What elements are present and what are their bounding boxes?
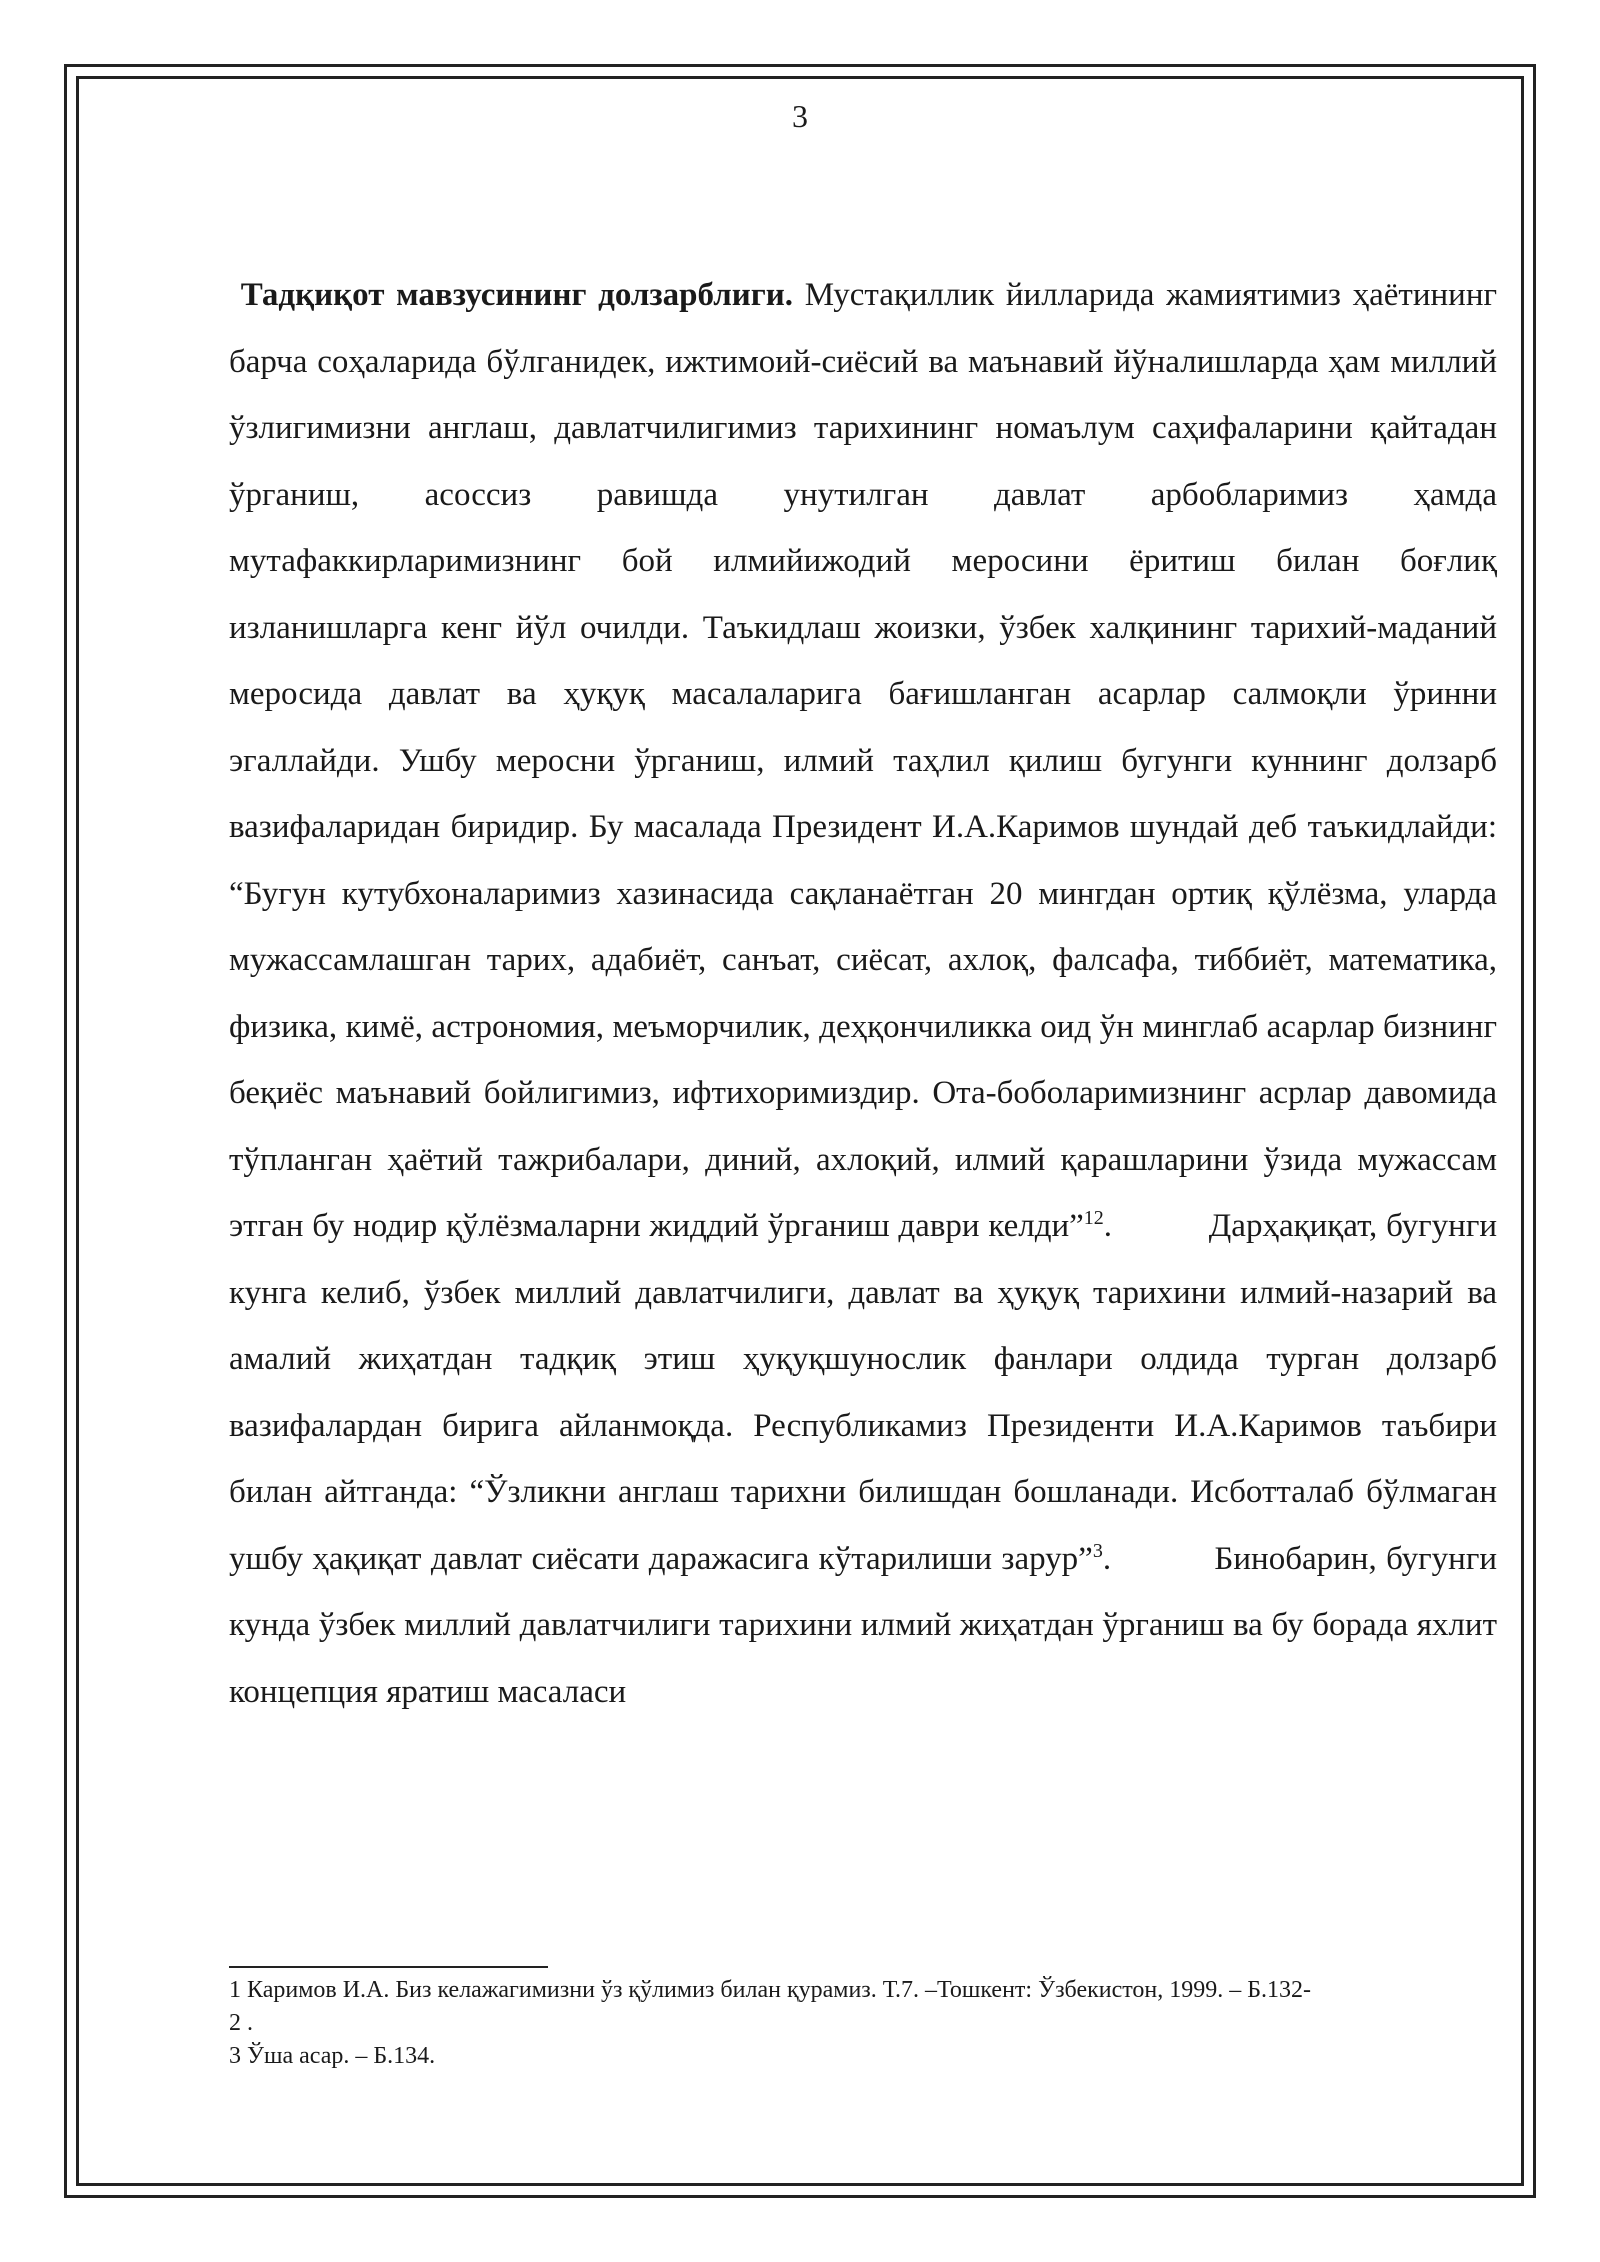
body-text-part-1: Мустақиллик йилларида жамиятимиз ҳаётининг барча соҳаларида бўлганидек, ижтимоий-сиёсий ва маънавий йўналишларда ҳам миллий ўзлигимизни англаш, давлатчилигимиз тарихининг номаълум саҳифаларини қайтадан ўрганиш, асоссиз равишда унутилган давлат арбобларимиз ҳамда мутафаккирларимизнинг бой илмийижодий меросини ёритиш билан боғлиқ изланишларга кенг йўл очилди. Таъкидлаш жоизки, ўзбек халқининг тарихий-маданий меросида давлат ва ҳуқуқ масалаларига бағишланган асарлар салмоқли ўринни эгаллайди. Ушбу меросни ўрганиш, илмий таҳлил қилиш бугунги куннинг долзарб вазифаларидан биридир. Бу масалада Президент И.А.Каримов шундай деб таъкидлайди: “Бугун кутубхоналаримиз хазинасида сақланаётган 20 мингдан ортиқ қўлёзма, уларда мужассамлашган тарих, адабиёт, санъат, сиёсат, ахлоқ, фалсафа, тиббиёт, математика, физика, кимё, астрономия, меъморчилик, деҳқончиликка оид ўн минглаб асарлар бизнинг беқиёс маънавий бойлигимиз, ифтихоримиздир. Ота-боболаримизнинг асрлар давомида тўпланган ҳаётий тажрибалари, диний, ахлоқий, илмий қарашларини ўзида мужассам этган бу нодир қўлёзмаларни жиддий ўрганиш даври келди”	[229, 277, 1498, 1244]
body-paragraph: Тадқиқот мавзусининг долзарблиги. Мустақиллик йилларида жамиятимиз ҳаётининг барча соҳаларида бўлганидек, ижтимоий-сиёсий ва маънавий йўналишларда ҳам миллий ўзлигимизни англаш, давлатчилигимиз тарихининг номаълум саҳифаларини қайтадан ўрганиш, асоссиз равишда унутилган давлат арбобларимиз ҳамда мутафаккирларимизнинг бой илмийижодий меросини ёритиш билан боғлиқ изланишларга кенг йўл очилди. Таъкидлаш жоизки, ўзбек халқининг тарихий-маданий меросида давлат ва ҳуқуқ масалаларига бағишланган асарлар салмоқли ўринни эгаллайди. Ушбу меросни ўрганиш, илмий таҳлил қилиш бугунги куннинг долзарб вазифаларидан биридир. Бу масалада Президент И.А.Каримов шундай деб таъкидлайди: “Бугун кутубхоналаримиз хазинасида сақланаётган 20 мингдан ортиқ қўлёзма, уларда мужассамлашган тарих, адабиёт, санъат, сиёсат, ахлоқ, фалсафа, тиббиёт, математика, физика, кимё, астрономия, меъморчилик, деҳқончиликка оид ўн минглаб асарлар бизнинг беқиёс маънавий бойлигимиз, ифтихоримиздир. Ота-боболаримизнинг асрлар давомида тўпланган ҳаётий тажрибалари, диний, ахлоқий, илмий қарашларини ўзида мужассам этган бу нодир қўлёзмаларни жиддий ўрганиш даври келди”$^{12}$. Дарҳақиқат, бугунги кунга келиб, ўзбек миллий давлатчилиги, давлат ва ҳуқуқ тарихини илмий-назарий ва амалий жиҳатдан тадқиқ этиш ҳуқуқшунослик фанлари олдида турган долзарб вазифалардан бирига айланмоқда. Республикамиз Президенти И.А.Каримов таъбири билан айтганда: “Ўзликни англаш тарихни билишдан бошланади. Исботталаб бўлмаган ушбу ҳақиқат давлат сиёсати даражасига кўтарилиши зарур”$^3$. Бинобарин, бугунги кунда ўзбек миллий давлатчилиги тарихини илмий жиҳатдан ўрганиш ва бу борада яхлит концепция яратиш масаласи	[229, 277, 1498, 1710]
footnote-ref-1: 12	[1083, 1207, 1104, 1229]
body-text-part-2: Дарҳақиқат, бугунги кунга келиб, ўзбек миллий давлатчилиги, давлат ва ҳуқуқ тарихини илмий-назарий ва амалий жиҳатдан тадқиқ этиш ҳуқуқшунослик фанлари олдида турган долзарб вазифалардан бирига айланмоқда. Республикамиз Президенти И.А.Каримов таъбири билан айтганда: “Ўзликни англаш тарихни билишдан бошланади. Исботталаб бўлмаган ушбу ҳақиқат давлат сиёсати даражасига кўтарилиши зарур”	[229, 1208, 1498, 1577]
footnote-2: 2 .	[229, 2010, 253, 2036]
footnote-separator	[229, 1966, 548, 1968]
body-text-part-3: Бинобарин, бугунги кунда ўзбек миллий давлатчилиги тарихини илмий жиҳатдан ўрганиш ва бу борада яхлит концепция яратиш масаласи	[229, 1540, 1498, 1710]
footnote-ref-3: 3	[1092, 1539, 1103, 1562]
footnote-1: 1 Каримов И.А. Биз келажагимизни ўз қўлимиз билан қурамиз. Т.7. –Тошкент: Ўзбекистон, 1999. – Б.132-	[229, 1977, 1312, 2003]
footnote-3: 3 Ўша асар. – Б.134.	[229, 2043, 436, 2069]
page-number: 3	[792, 98, 808, 134]
footnotes	[229, 1974, 1497, 2073]
section-heading: Тадқиқот мавзусининг долзарблиги.	[240, 277, 793, 313]
